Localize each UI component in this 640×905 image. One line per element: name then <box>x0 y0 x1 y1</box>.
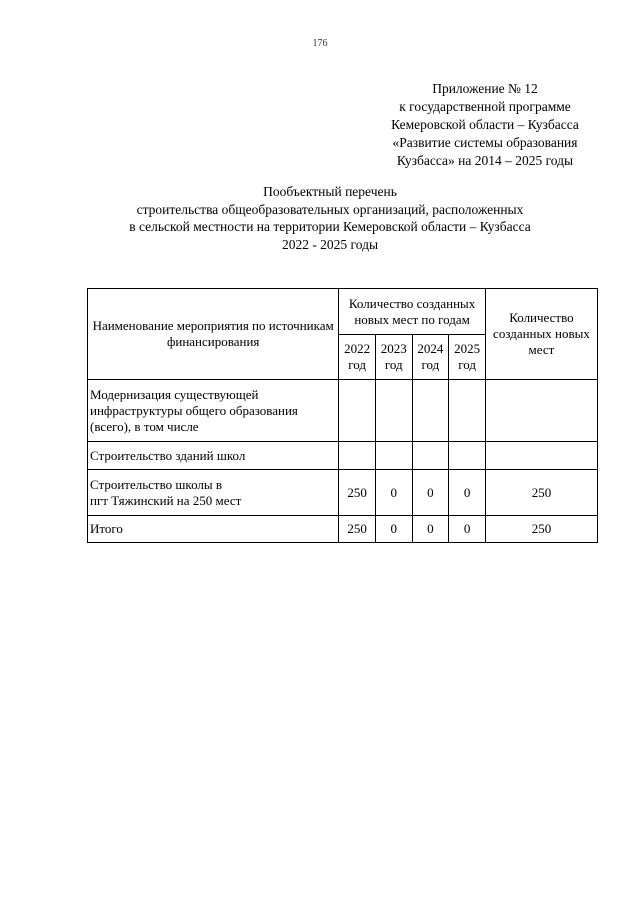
document-title <box>60 183 600 253</box>
appendix-header <box>372 80 598 170</box>
cell-2023 <box>375 442 412 470</box>
appendix-line: «Развитие системы образования <box>392 135 578 150</box>
row-name: Модернизация существующей инфраструктуры общего образования (всего), в том числе <box>88 380 339 442</box>
title-line: строительства общеобразовательных организаций, расположенных <box>136 201 524 217</box>
row-name <box>88 470 339 516</box>
cell-2025: 0 <box>449 516 486 543</box>
row-name-line: пгт Тяжинский на 250 мест <box>90 492 242 508</box>
title-line: 2022 - 2025 годы <box>281 236 379 252</box>
cell-total: 250 <box>485 470 597 516</box>
header-name-column: Наименование мероприятия по источникам финансирования <box>88 289 339 380</box>
cell-2025 <box>449 380 486 442</box>
year-unit: год <box>384 357 403 372</box>
cell-2024: 0 <box>412 516 449 543</box>
header-year-2024 <box>412 335 449 380</box>
cell-2024 <box>412 442 449 470</box>
header-year-2023 <box>375 335 412 380</box>
cell-total <box>485 442 597 470</box>
objects-table <box>87 288 598 543</box>
cell-2022: 250 <box>339 470 376 516</box>
title-line: в сельской местности на территории Кемеровской области – Кузбасса <box>129 219 531 234</box>
cell-2025: 0 <box>449 470 486 516</box>
header-total-column: Количество созданных новых мест <box>485 289 597 380</box>
cell-total <box>485 380 597 442</box>
appendix-line: Кузбасса» на 2014 – 2025 годы <box>396 153 574 168</box>
table-row <box>88 470 598 516</box>
cell-2023 <box>375 380 412 442</box>
row-name: Итого <box>88 516 339 543</box>
cell-2024 <box>412 380 449 442</box>
table-row-total <box>88 516 598 543</box>
appendix-line: к государственной программе <box>399 99 571 114</box>
appendix-line: Приложение № 12 <box>432 81 538 96</box>
cell-2023: 0 <box>375 470 412 516</box>
title-line: Пообъектный перечень <box>263 184 397 199</box>
cell-2022 <box>339 380 376 442</box>
year-label: 2025 <box>454 341 481 356</box>
year-label: 2023 <box>380 341 407 356</box>
header-years-group: Количество созданных новых мест по годам <box>339 289 486 335</box>
table-row <box>88 442 598 470</box>
cell-2024: 0 <box>412 470 449 516</box>
header-year-2022 <box>339 335 376 380</box>
cell-2022 <box>339 442 376 470</box>
year-label: 2022 <box>344 341 371 356</box>
appendix-line: Кемеровской области – Кузбасса <box>391 117 579 132</box>
cell-2025 <box>449 442 486 470</box>
cell-2022: 250 <box>339 516 376 543</box>
year-unit: год <box>458 357 476 372</box>
header-year-2025 <box>449 335 486 380</box>
year-unit: год <box>421 357 440 372</box>
cell-2023: 0 <box>375 516 412 543</box>
year-label: 2024 <box>417 341 444 356</box>
row-name: Строительство зданий школ <box>88 442 339 470</box>
table-row <box>88 380 598 442</box>
cell-total: 250 <box>485 516 597 543</box>
page-number: 176 <box>312 38 328 49</box>
row-name-line: Строительство школы в <box>90 476 223 492</box>
year-unit: год <box>348 357 367 372</box>
